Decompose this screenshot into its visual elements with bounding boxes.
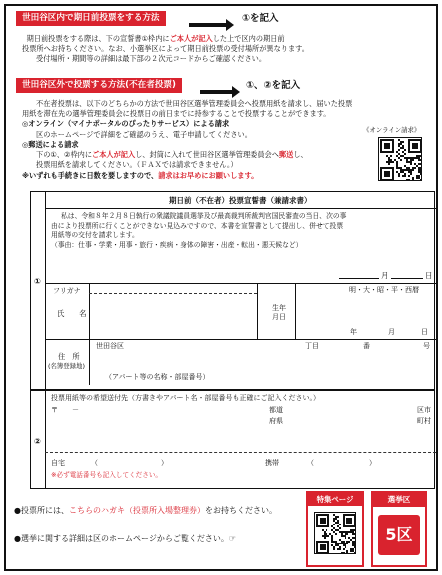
qr-module [408,175,410,177]
divider [257,283,258,339]
online-heading: ◎オンライン（マイナポータルのぴったりサービス）による請求 [22,119,230,129]
note-red: 請求はお早めにお願いします。 [158,170,259,180]
qr-module [404,153,406,155]
footer-red: こちらのハガキ（投票所入場整理券） [68,506,205,515]
qr-module [345,546,347,548]
mail-red: 郵送 [278,150,294,160]
qr-module [388,147,390,149]
online-body: 区のホームページで詳細をご確認のうえ、電子申請してください。 [36,129,252,139]
section1-red: ご本人が記入 [169,34,213,43]
district-label: 選挙区 [373,493,425,507]
qr-module [333,524,335,526]
declaration-line: 私は、令和８年２月８日執行の衆議院議員選挙及び最高裁判所裁判官国民審査の当日、次の事 [61,212,347,220]
banchi-label: 番 [363,342,370,350]
qr-module [392,151,394,153]
qr-module [412,159,414,161]
form-title: 期日前（不在者）投票宣誓書（兼請求書） [169,196,312,205]
qr-module [348,541,350,543]
special-page-label: 特集ページ [308,493,362,506]
day-field[interactable] [391,271,423,279]
qr-module [398,175,400,177]
go-label: 号 [423,342,430,350]
qr-module [354,552,356,554]
qr-module [408,179,410,181]
day-label: 日 [425,271,433,280]
town-label: 町村 [417,417,431,425]
qr-module [420,159,422,161]
home-phone-field[interactable] [103,457,159,469]
era-options[interactable]: 明・大・昭・平・西暦 [349,286,419,294]
mobile-phone-label: 携帯 [265,459,279,467]
chome-label: 丁目 [305,342,319,350]
mail-body: 下の①、②枠内に [36,150,93,160]
section1-header [16,11,166,26]
address-field[interactable] [91,356,436,372]
mail-red: ご本人が記入 [92,150,136,160]
district-box [371,491,427,567]
send-to-label: 投票用紙等の希望送付先（方書きやアパート名・部屋番号も正確にご記入ください。） [51,394,320,402]
paren: ） [161,459,168,467]
qr-module [414,167,416,169]
qr-module [337,516,339,518]
address-note: (名簿登録地) [48,362,85,370]
declaration-form [30,191,435,489]
divider [89,339,90,385]
ballot-postcard [4,4,438,571]
special-page-qr-code[interactable] [314,512,356,554]
qr-module [392,161,394,163]
phone-note: ※必ず電話番号も記入してください。 [51,471,163,479]
section1-line: 受付場所・期間等の詳細は最下部の２次元コードからご確認ください。 [36,54,267,64]
section1-title: 世田谷区内で期日前投票をする方法 [16,11,166,26]
mail-body: し、 [293,150,308,160]
qr-module [345,537,347,539]
footer-line1 [14,506,277,516]
mobile-phone-field[interactable] [319,457,367,469]
qr-module [400,159,402,161]
qr-module [420,155,422,157]
name-label: 氏 名 [57,309,87,318]
qr-module [346,543,348,545]
section2-intro: 用紙を滞在先の選挙管理委員会に投票日の前日までに持参することで投票することができます。 [22,109,331,119]
district-value: 5区 [378,515,420,555]
year-label: 年 [350,328,357,336]
paren: （ [307,459,314,467]
qr-module [346,533,348,535]
divider [89,283,90,339]
birth-day-label: 日 [421,328,428,336]
qr-module [420,173,422,175]
month-field[interactable] [339,271,379,279]
section2-step: ①、②を記入 [246,80,301,91]
divider [45,208,436,209]
qr-module [416,147,418,149]
qr-module [350,522,352,524]
section2-intro: 不在者投票は、以下のどちらかの方法で世田谷区選挙管理委員会へ投票用紙を請求し、届いた投票 [36,99,353,108]
section1-step: ①を記入 [242,13,279,24]
section1-line: 投票所へお持ちください。なお、小選挙区によって期日前投票の受付場所が異なります。 [22,44,309,54]
qr-module [398,149,400,151]
paren: （ [91,459,98,467]
section2-header [16,78,182,93]
qr-module [354,529,356,531]
qr-module [402,141,404,143]
qr-module [388,163,390,165]
divider [45,452,436,453]
qr-module [410,163,412,165]
declaration-text [51,212,431,251]
qr-module [326,529,328,531]
qr-module [404,149,406,151]
divider [31,389,434,391]
qr-module [412,179,414,181]
qr-module [324,522,326,524]
qr-module [324,548,326,550]
address-label: 住 所 [58,352,80,361]
box1-number: ① [34,277,41,286]
qr-module [324,537,326,539]
qr-module [339,524,341,526]
section1-line: 期日前投票をする際は、下の宣誓書①枠内に [26,34,170,43]
qr-module [333,548,335,550]
qr-module [420,151,422,153]
qr-module [354,533,356,535]
divider [45,339,436,340]
qr-module [327,552,329,554]
send-address-field[interactable] [51,416,431,448]
mail-body: し、封筒に入れて世田谷区選挙管理委員会へ [135,150,279,160]
qr-module [354,546,356,548]
qr-module [410,173,412,175]
qr-module [420,179,422,181]
online-qr-code[interactable] [378,137,422,181]
qr-module [346,552,348,554]
declaration-line: 用紙等の交付を請求します。 [51,231,139,240]
arrow-icon [200,90,233,94]
name-field[interactable] [125,284,257,338]
qr-module [339,548,341,550]
address-ward: 世田谷区 [96,342,124,350]
qr-module [327,525,329,527]
qr-module [343,552,345,554]
qr-module [390,155,392,157]
box2-number: ② [34,437,41,446]
section2-title: 世田谷区外で投票する方法(不在者投票) [16,78,182,93]
special-page-box [306,491,364,567]
postal-label: 〒 － [51,406,79,414]
home-phone-label: 自宅 [51,459,65,467]
declaration-line: 由により投票所に行くことができない見込みですので、本書を宣誓書として提出し、併せて投票 [51,221,344,230]
qr-module [404,175,406,177]
mail-heading: ◎郵送による請求 [22,139,79,149]
birthdate-label: 生年月日 [272,304,286,321]
divider [45,192,46,488]
furigana-label: フリガナ [53,287,81,295]
note: ※いずれも手続きに日数を要しますので、 [22,170,159,180]
paren: ） [369,459,376,467]
section1-body [22,34,432,65]
qr-module [412,169,414,171]
divider [295,283,296,339]
footer-line2: ●選挙に関する詳細は区のホームページからご覧ください。☞ [14,534,236,543]
qr-module [354,537,356,539]
qr-module [339,527,341,529]
month-label: 月 [381,271,389,280]
footer-text: をお持ちください。 [204,506,277,515]
online-request-label: 《オンライン請求》 [363,126,421,134]
mail-body: 投票用紙を請求してください。（ＦＡＸでは請求できません。） [36,160,238,170]
section1-line: した上で区内の期日前 [212,34,285,43]
arrow-icon [189,23,227,27]
apartment-note: （アパート等の名称・部屋番号） [105,373,210,381]
reason-line: （事由：仕事・学業・用事・旅行・疾病・身体の障害・出産・転出・悪天候など） [51,240,303,249]
qr-module [388,175,390,177]
birth-month-label: 月 [388,328,395,336]
qr-module [343,548,345,550]
section2-body [22,99,432,181]
qr-module [354,525,356,527]
pref-label-2: 府県 [269,417,283,425]
qr-module [392,179,394,181]
qr-module [420,163,422,165]
city-label: 区市 [417,406,431,414]
qr-module [327,535,329,537]
qr-module [335,533,337,535]
pref-label: 都道 [269,406,283,414]
footer-text: ●投票所には、 [14,506,69,515]
